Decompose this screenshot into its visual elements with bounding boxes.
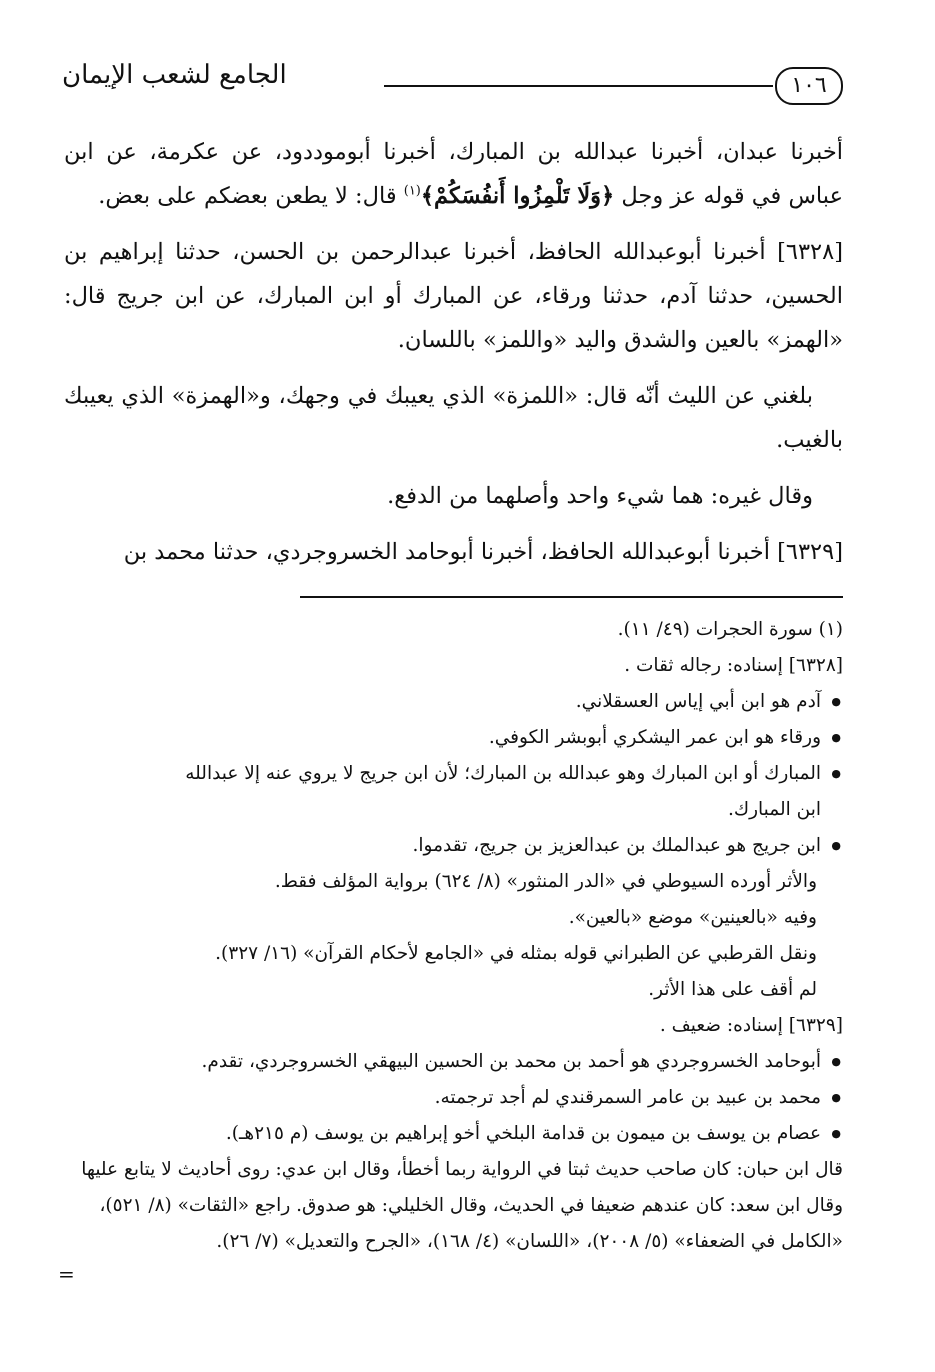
page-header xyxy=(62,55,843,105)
paragraph-4: وقال غيره: هما شيء واحد وأصلهما من الدفع. xyxy=(387,483,813,509)
footnote-ref-1: (١) xyxy=(403,183,421,199)
page-number: ١٠٦ xyxy=(775,67,843,105)
footnote-note: لم أقف على هذا الأثر. xyxy=(648,979,817,1000)
footnote-note: قال ابن حبان: كان صاحب حديث ثبتا في الرواية ربما أخطأ، وقال ابن عدي: روى أحاديث لا يتابع عليها وقال ابن سعد: كان عندهم ضعيفا في الحديث، وقال الخليلي: هو صدوق. راجع «الثقات» (٨/ ٥٢١)، «الكامل في الضعفاء» (٥/ ٢٠٠٨)، «اللسان» (٤/ ١٦٨)، «الجرح والتعديل» (٧/ ٢٦). xyxy=(81,1159,843,1252)
footnote-6329-heading: [٦٣٢٩] إسناده: ضعيف . xyxy=(659,1015,843,1036)
hadith-6329: [٦٣٢٩] أخبرنا أبوعبدالله الحافظ، أخبرنا أبوحامد الخسروجردي، حدثنا محمد بن xyxy=(123,539,843,565)
continuation-marker: = xyxy=(58,1262,75,1286)
main-text xyxy=(64,130,843,586)
paragraph-3: بلغني عن الليث أنّه قال: «اللمزة» الذي يعيبك في وجهك، و«الهمزة» الذي يعيبك بالغيب. xyxy=(64,383,843,453)
paragraph-1-end: قال: لا يطعن بعضكم على بعض. xyxy=(98,183,404,209)
footnote-6328-heading: [٦٣٢٨] إسناده: رجاله ثقات . xyxy=(624,655,843,676)
footnote-note: ونقل القرطبي عن الطبراني قوله بمثله في «الجامع لأحكام القرآن» (١٦/ ٣٢٧). xyxy=(215,943,817,964)
bullet-item: ● ورقاء هو ابن عمر اليشكري أبوبشر الكوفي. xyxy=(58,720,843,756)
footnote-note: وفيه «بالعينين» موضع «بالعين». xyxy=(568,907,817,928)
bullet-continuation: ابن المبارك. xyxy=(727,799,821,820)
header-rule xyxy=(384,85,773,87)
book-title: الجامع لشعب الإيمان xyxy=(62,60,287,90)
footnote-separator xyxy=(300,596,843,598)
paragraph-1 xyxy=(64,130,843,218)
bullet-item: ● عصام بن يوسف بن ميمون بن قدامة البلخي أخو إبراهيم بن يوسف (م ٢١٥هـ). xyxy=(58,1116,843,1152)
quran-verse: ﴿وَلَا تَلْمِزُوا أَنفُسَكُمْ﴾ xyxy=(420,183,615,209)
bullet-item: ● أبوحامد الخسروجردي هو أحمد بن محمد بن الحسين البيهقي الخسروجردي، تقدم. xyxy=(58,1044,843,1080)
footnote-note: والأثر أورده السيوطي في «الدر المنثور» (٨/ ٦٢٤) برواية المؤلف فقط. xyxy=(274,871,817,892)
hadith-6328: [٦٣٢٨] أخبرنا أبوعبدالله الحافظ، أخبرنا عبدالرحمن بن الحسن، حدثنا إبراهيم بن الحسين، حدثنا آدم، حدثنا ورقاء، عن المبارك أو ابن المبارك، عن ابن جريج قال: «الهمز» بالعين والشدق واليد «واللمز» باللسان. xyxy=(64,239,843,353)
bullet-item: ● ابن جريج هو عبدالملك بن عبدالعزيز بن جريج، تقدموا. xyxy=(58,828,843,864)
footnotes xyxy=(58,612,843,1260)
bullet-item: ● محمد بن عبيد بن عامر السمرقندي لم أجد ترجمته. xyxy=(58,1080,843,1116)
bullet-item: ● المبارك أو ابن المبارك وهو عبدالله بن المبارك؛ لأن ابن جريج لا يروي عنه إلا عبدالله xyxy=(58,756,843,792)
bullet-item: ● آدم هو ابن أبي إياس العسقلاني. xyxy=(58,684,843,720)
footnote-1: (١) سورة الحجرات (٤٩/ ١١). xyxy=(617,619,843,640)
paragraph-1-start: أخبرنا عبدان، أخبرنا عبدالله بن المبارك، أخبرنا أبوموددود، عن عكرمة، عن ابن عباس في قوله عز وجل xyxy=(64,139,843,209)
